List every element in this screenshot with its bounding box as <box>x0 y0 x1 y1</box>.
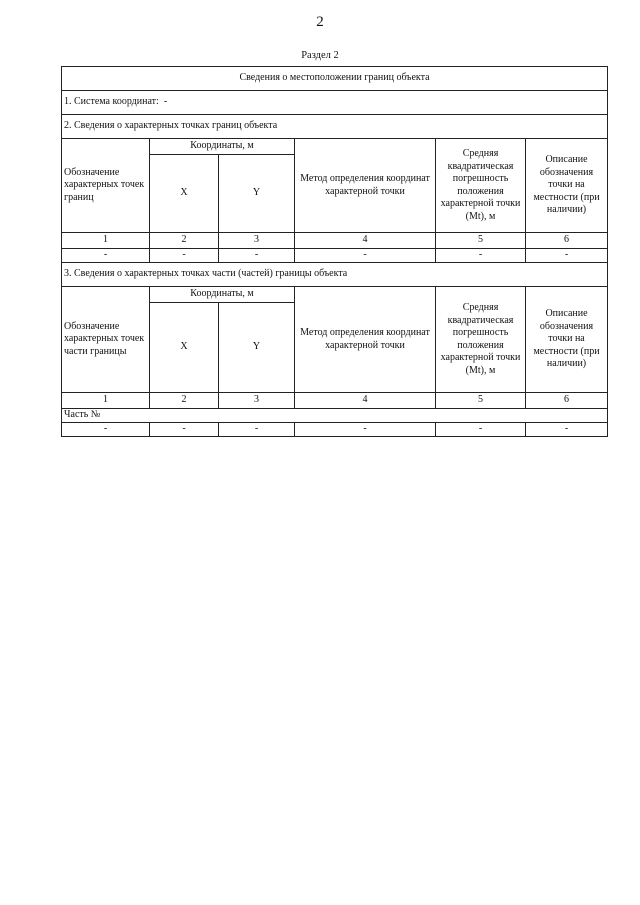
table-row <box>62 423 608 437</box>
s2-cell: - <box>219 249 295 263</box>
s3-column-numbers <box>62 393 608 409</box>
page-number: 2 <box>316 14 324 30</box>
s3-header-coords: Координаты, м <box>150 287 295 303</box>
s3-cell: - <box>150 423 219 437</box>
s2-cell: - <box>436 249 526 263</box>
s2-header-description: Описание обозначения точки на местности (при наличии) <box>526 139 608 233</box>
boundary-table <box>61 66 608 437</box>
s3-cell: - <box>526 423 608 437</box>
s2-header-y: Y <box>219 155 295 233</box>
coord-system-row <box>62 91 608 115</box>
s2-header-coords: Координаты, м <box>150 139 295 155</box>
s2-header-x: X <box>150 155 219 233</box>
s2-header-designation: Обозначение характерных точек границ <box>62 139 150 233</box>
s3-colnum: 2 <box>150 393 219 409</box>
s3-colnum: 3 <box>219 393 295 409</box>
coord-system-label: 1. Система координат: <box>64 96 159 108</box>
s3-cell: - <box>436 423 526 437</box>
s3-header-y: Y <box>219 303 295 393</box>
s3-header-error: Средняя квадратическая погрешность положения характерной точки (Mt), м <box>436 287 526 393</box>
s2-colnum: 3 <box>219 233 295 249</box>
section2-title: 2. Сведения о характерных точках границ объекта <box>62 115 608 139</box>
s2-header-error: Средняя квадратическая погрешность положения характерной точки (Mt), м <box>436 139 526 233</box>
table-row <box>62 249 608 263</box>
s3-cell: - <box>62 423 150 437</box>
s2-colnum: 6 <box>526 233 608 249</box>
s3-cell: - <box>219 423 295 437</box>
s3-colnum: 6 <box>526 393 608 409</box>
s3-cell: - <box>295 423 436 437</box>
coord-system-value: - <box>163 96 168 108</box>
s3-colnum: 4 <box>295 393 436 409</box>
s3-header-x: X <box>150 303 219 393</box>
s2-cell: - <box>62 249 150 263</box>
s3-header-method: Метод определения координат характерной точки <box>295 287 436 393</box>
s2-cell: - <box>526 249 608 263</box>
s3-colnum: 1 <box>62 393 150 409</box>
s2-colnum: 2 <box>150 233 219 249</box>
s2-cell: - <box>295 249 436 263</box>
section3-title: 3. Сведения о характерных точках части (частей) границы объекта <box>62 263 608 287</box>
s3-header-designation: Обозначение характерных точек части границы <box>62 287 150 393</box>
s3-colnum: 5 <box>436 393 526 409</box>
s2-colnum: 5 <box>436 233 526 249</box>
section-title: Раздел 2 <box>301 50 339 61</box>
s3-header-description: Описание обозначения точки на местности (при наличии) <box>526 287 608 393</box>
s2-cell: - <box>150 249 219 263</box>
s2-colnum: 1 <box>62 233 150 249</box>
table-title: Сведения о местоположении границ объекта <box>62 67 608 91</box>
part-label: Часть № <box>62 409 608 423</box>
s2-header-method: Метод определения координат характерной точки <box>295 139 436 233</box>
s2-column-numbers <box>62 233 608 249</box>
s2-colnum: 4 <box>295 233 436 249</box>
